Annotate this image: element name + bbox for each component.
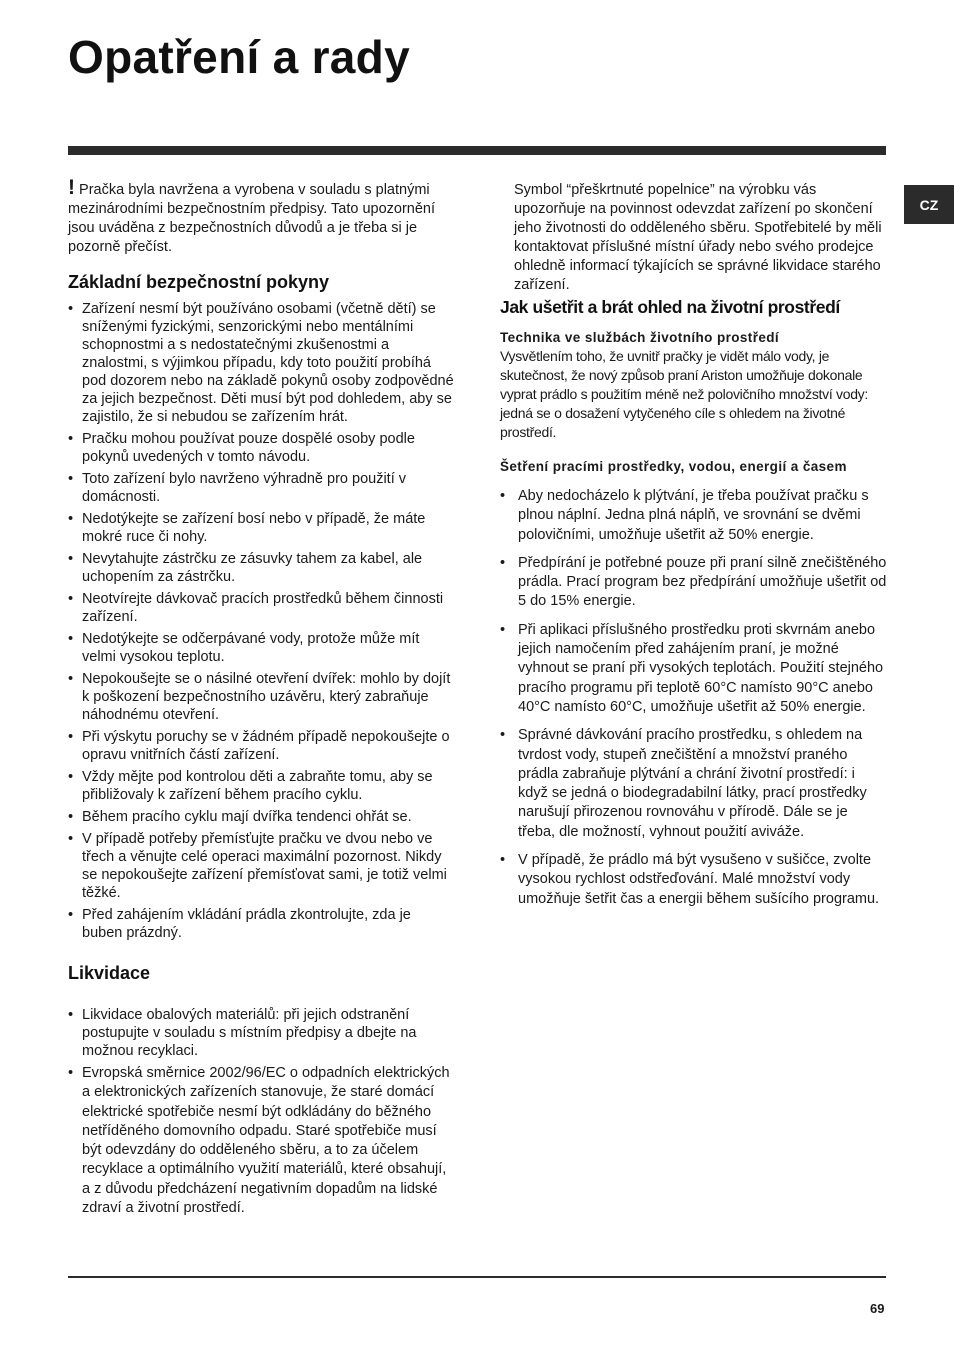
list-item: • Nedotýkejte se zařízení bosí nebo v případě, že máte mokré ruce či nohy. (68, 510, 454, 546)
footer-divider (68, 1276, 886, 1278)
list-item: • Zařízení nesmí být používáno osobami (včetně dětí) se sníženými fyzickými, senzorickými nebo mentálními schopnostmi a s nedostatečnými zkušenostmi a znalostmi, s výjimkou případu, kdy toto použití probíhá pod dozorem nebo na základě pokynů osoby zodpovědné za jejich bezpečnost. Děti musí být pod dohledem, aby se zajistilo, že si nebudou se zařízením hrát. (68, 300, 454, 426)
list-item: • Správné dávkování pracího prostředku, s ohledem na tvrdost vody, stupeň znečištění a množství praného prádla zabraňuje plýtvání a chrání životní prostředí: i když se jedná o biodegradabilní látky, prací prostředky narušují přirozenou rovnováhu v přírodě. Dále se je třeba, dle možností, vyhnout použití aviváže. (500, 726, 888, 842)
language-tab: CZ (904, 185, 954, 224)
intro-text: Pračka byla navržena a vyrobena v souladu s platnými mezinárodními bezpečnostním předpisy. Tato upozornění jsou uváděna z bezpečnostních důvodů a je třeba si je pozorně přečíst. (68, 182, 436, 255)
list-item: • Během pracího cyklu mají dvířka tendenci ohřát se. (68, 808, 454, 826)
saving-subheading: Šetření pracími prostředky, vodou, energií a časem (500, 459, 847, 474)
recycle-paragraph: Symbol “přeškrtnuté popelnice” na výrobku vás upozorňuje na povinnost odevzdat zařízení po skončení jeho životnosti do odděleného sběru. Spotřebitelé by měli kontaktovat příslušné místní úřady nebo svého prodejce ohledně informací týkajících se správné likvidace starého zařízení. (514, 182, 882, 293)
list-item: • Evropská směrnice 2002/96/EC o odpadních elektrických a elektronických zařízeních stanovuje, že staré domácí elektrické spotřebiče nesmí být odkládány do běžného netříděného domovního odpadu. Staré spotřebiče musí být odevzdány do odděleného sběru, a to za účelem recyklace a optimálního využití materiálů, které obsahují, a z důvodu předcházení negativním dopadům na lidské zdraví a životní prostředí. (68, 1064, 454, 1218)
intro-paragraph (68, 176, 454, 257)
list-item: • Likvidace obalových materiálů: při jejich odstranění postupujte v souladu s místním předpisy a dbejte na možnou recyklaci. (68, 1006, 454, 1060)
list-item: • V případě potřeby přemísťujte pračku ve dvou nebo ve třech a věnujte celé operaci maximální pozornost. Nikdy se nepokoušejte zařízení přemísťovat sami, je totiž velmi těžké. (68, 830, 454, 902)
list-item: • Aby nedocházelo k plýtvání, je třeba používat pračku s plnou náplní. Jedna plná náplň, ve srovnání se dvěmi polovičními, umožňuje ušetřit až 50% energie. (500, 487, 888, 545)
list-item: • Při aplikaci příslušného prostředku proti skvrnám anebo jejich namočením před zahájením praní, je možné vyhnout se praní při vysokých teplotách. Použití stejného pracího programu při teplotě 60°C namísto 90°C anebo 40°C namísto 60°C, umožňuje ušetřit až 50% energie. (500, 621, 888, 717)
list-item: • Předpírání je potřebné pouze při praní silně znečištěného prádla. Prací program bez předpírání umožňuje ušetřit od 5 do 15% energie. (500, 554, 888, 612)
list-item: • Nevytahujte zástrčku ze zásuvky tahem za kabel, ale uchopením za zástrčku. (68, 550, 454, 586)
warning-icon: ! (68, 176, 75, 199)
list-item: • V případě, že prádlo má být vysušeno v sušičce, zvolte vysokou rychlost odstřeďování. Malé množství vody umožňuje šetřit čas a energii během sušícího programu. (500, 851, 888, 909)
list-item: • Při výskytu poruchy se v žádném případě nepokoušejte o opravu vnitřních částí zařízení. (68, 728, 454, 764)
technology-subheading: Technika ve službách životního prostředí (500, 330, 780, 345)
list-item: • Neotvírejte dávkovač pracích prostředků během činnosti zařízení. (68, 590, 454, 626)
list-item: • Pračku mohou používat pouze dospělé osoby podle pokynů uvedených v tomto návodu. (68, 430, 454, 466)
environment-heading: Jak ušetřit a brát ohled na životní prostředí (500, 297, 840, 317)
header-divider (68, 146, 886, 155)
right-column (500, 181, 888, 918)
technology-paragraph: Vysvětlením toho, že uvnitř pračky je vidět málo vody, je skutečnost, že nový způsob praní Ariston umožňuje dokonale vyprat prádlo s použitím méně než polovičního množství vody: jedná se o dosažení vytyčeného cíle s ohledem na životné prostředí. (500, 348, 868, 440)
safety-list (68, 300, 454, 942)
list-item: • Vždy mějte pod kontrolou děti a zabraňte tomu, aby se přibližovaly k zařízení během pracího cyklu. (68, 768, 454, 804)
saving-list (500, 487, 888, 909)
left-column (68, 176, 454, 1222)
page-number: 69 (870, 1301, 885, 1316)
list-item: • Nedotýkejte se odčerpávané vody, protože může mít velmi vysokou teplotu. (68, 630, 454, 666)
list-item: • Před zahájením vkládání prádla zkontrolujte, zda je buben prázdný. (68, 906, 454, 942)
safety-heading: Základní bezpečnostní pokyny (68, 272, 330, 292)
page-title: Opatření a rady (68, 31, 410, 83)
disposal-heading: Likvidace (68, 963, 151, 983)
list-item: • Nepokoušejte se o násilné otevření dvířek: mohlo by dojít k poškození bezpečnostního uzávěru, který zabraňuje náhodnému otevření. (68, 670, 454, 724)
disposal-list (68, 1006, 454, 1218)
list-item: • Toto zařízení bylo navrženo výhradně pro použití v domácnosti. (68, 470, 454, 506)
